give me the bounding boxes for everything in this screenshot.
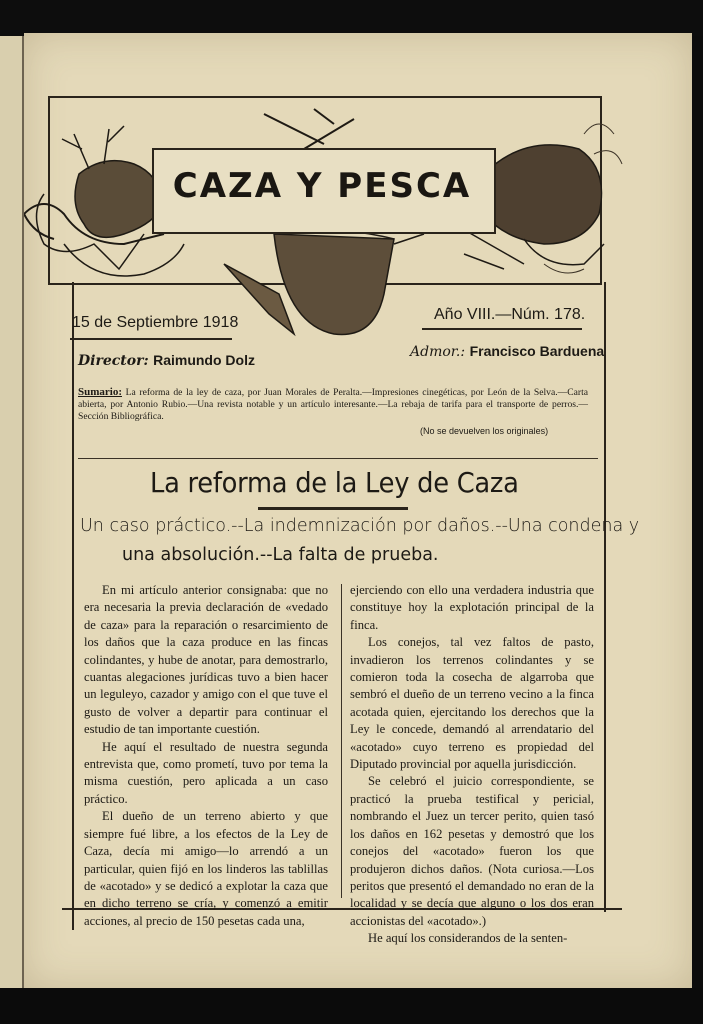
article-column-2 (350, 582, 594, 948)
game-bag-icon (224, 230, 424, 335)
admor-name: Francisco Barduena (469, 343, 605, 359)
paragraph: Los conejos, tal vez faltos de pasto, invadieron los terrenos colindantes y se comieron toda la cosecha de algarroba que sembró el dueño de un terreno vecino a la finca acotada quien, ejercitando los derechos que la Ley le concede, demandó al arrendatario del «acotado» cuyo terreno es propiedad del Diputado provincial por aquella jurisdicción. (350, 635, 594, 772)
admor-label: Admor.: (410, 344, 466, 360)
scan-top-border (0, 0, 703, 36)
director-line (78, 352, 255, 369)
paragraph: He aquí el resultado de nuestra segunda entrevista que, como prometí, tuvo por tema la misma cuestión, pero aplicada a un caso práctico. (84, 739, 328, 806)
originals-note: (No se devuelven los originales) (420, 426, 549, 436)
issue-rule (422, 328, 582, 330)
paragraph: ejerciendo con ello una verdadera industria que constituye hoy la explotación principal de la finca. (350, 583, 594, 632)
paragraph: Se celebró el juicio correspondiente, se practicó la prueba testifical y pericial, nombrando el Juez un tercer perito, quien tasó los daños en 162 pesetas y demostró que los conejos del «acotado» fueron los que produjeron dichos daños. (Nota curiosa.—Los peritos que presentó el demandado no eran de la localidad y se decía que alguno o los dos eran accionistas del «acotado».) (350, 774, 594, 928)
frame-line-left (72, 282, 74, 930)
paragraph: He aquí los considerandos de la senten- (368, 931, 568, 946)
issue-date: 15 de Septiembre 1918 (72, 314, 239, 331)
article-subtitle-1: Un caso práctico.--La indemnización por daños.--Una condena y (80, 516, 640, 536)
sumario (78, 386, 588, 423)
column-rule (341, 584, 342, 898)
director-name: Raimundo Dolz (153, 352, 255, 368)
left-page-edge (0, 36, 24, 988)
admor-line (410, 343, 604, 360)
frame-line-right (604, 282, 606, 912)
sumario-text: La reforma de la ley de caza, por Juan Morales de Peralta.—Impresiones cinegéticas, por León de la Selva.—Carta abierta, por Antonio Rubio.—Una revista notable y un artículo interesante.—La rebaja de tarifa para el transporte de perros.—Sección Bibliográfica. (78, 387, 588, 422)
director-label: Director: (78, 353, 149, 369)
article-subtitle-2: una absolución.--La falta de prueba. (122, 545, 439, 565)
scan-bottom-border (0, 988, 703, 1024)
article-column-1 (84, 582, 328, 930)
article-headline: La reforma de la Ley de Caza (150, 466, 519, 499)
section-divider (78, 458, 598, 459)
sumario-label: Sumario: (78, 386, 122, 398)
headline-rule (258, 507, 408, 510)
magazine-title: CAZA Y PESCA (172, 166, 472, 206)
paragraph: En mi artículo anterior consignaba: que no era necesaria la previa declaración de «vedado de caza» para la reparación o resarcimiento de los daños que la caza produce en las fincas colindantes, y hube de anotar, para demostrarlo, cuantas alegaciones jurídicas tuvo a bien hacer un leguleyo, cazador y amigo con el que tuve el gusto de volver a departir para continuar el estudio de tan importante cuestión. (84, 583, 328, 737)
date-rule (70, 338, 232, 340)
paragraph: El dueño de un terreno abierto y que siempre fué libre, a los efectos de la Ley de Caza, decía mi amigo—lo arrendó a un particular, quien fijó en los linderos las tablillas de «acotado» y se dedicó a explotar la caza que en dicho terreno se cría, y comenzó a emitir acciones, al precio de 150 pesetas cada una, (84, 809, 328, 928)
issue-number: Año VIII.—Núm. 178. (434, 306, 586, 323)
